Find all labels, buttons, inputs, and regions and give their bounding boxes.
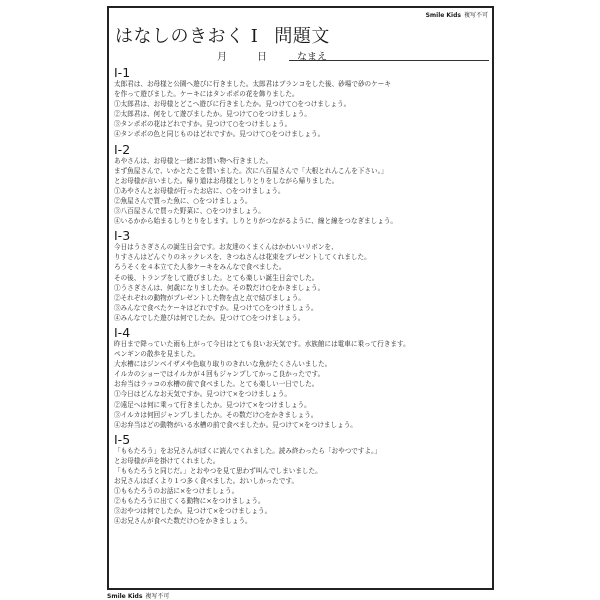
brand-note-bottom: 複写不可 bbox=[145, 593, 170, 600]
text-line: 今日はうさぎさんの誕生日会です。お友達のくまくんはかわいいリボンを、 bbox=[114, 243, 338, 252]
text-line: ④みんなでした遊びは何でしたか。見つけて○をつけましょう。 bbox=[114, 313, 305, 322]
text-line: ①太郎君は、お母様とどこへ遊びに行きましたか。見つけて○をつけましょう。 bbox=[114, 100, 351, 109]
text-line: ペンギンの散歩を見ました。 bbox=[114, 350, 200, 359]
text-line: ①ももたろうのお話に×をつけましょう。 bbox=[114, 487, 239, 496]
text-line: ①今日はどんなお天気ですか。見つけて×をつけましょう。 bbox=[114, 390, 291, 399]
text-line: ③みんなで食べたケーキはどれですか。見つけて○をつけましょう。 bbox=[114, 303, 318, 312]
text-line: ①あやさんとお母様が行ったお店に、○をつけましょう。 bbox=[114, 186, 285, 195]
text-line: 昨日まで降っていた雨も上がって今日はとても良いお天気です。水族館には電車に乗って行きます。 bbox=[114, 339, 410, 348]
section-number: I-3 bbox=[114, 228, 131, 244]
text-line: ③八百屋さんで買った野菜に、○をつけましょう。 bbox=[114, 207, 265, 216]
text-line: 「ももたろう」をお兄さんがぼくに読んでくれました。読み終わったら「おやつですよ。」 bbox=[114, 446, 381, 455]
day-label: 日 bbox=[257, 52, 267, 63]
brand-bottom bbox=[107, 591, 169, 600]
text-line: その後、トランプをして遊びました。とても楽しい誕生日会でした。 bbox=[114, 273, 319, 282]
text-line: ②それぞれの動物がプレゼントした物を点と点で結びましょう。 bbox=[114, 293, 305, 302]
text-line: ④いるかから始まるしりとりをします。しりとりがつながるように、線と線をつなぎましょう。 bbox=[114, 217, 398, 226]
page-title bbox=[115, 22, 330, 48]
text-line: ②太郎君は、何をして遊びましたか。見つけて○をつけましょう。 bbox=[114, 110, 311, 119]
section-number: I-1 bbox=[114, 65, 131, 80]
worksheet-page bbox=[107, 6, 494, 590]
question-section bbox=[114, 433, 489, 527]
text-line: 「ももたろうと同じだ。」とおやつを見て思わず叫んでしまいました。 bbox=[114, 467, 322, 475]
question-section bbox=[114, 143, 489, 227]
section-number: I-2 bbox=[114, 141, 131, 157]
text-line: ②ももたろうに出てくる動物に×をつけましょう。 bbox=[114, 497, 265, 506]
text-line: ③おやつは何でしたか。見つけて×をつけましょう。 bbox=[114, 507, 272, 516]
question-content bbox=[114, 66, 489, 530]
text-line: を作って遊びました。ケーキにはタンポポの花を飾りました。 bbox=[114, 90, 299, 99]
text-line: ④タンポポの色と同じものはどれですか。見つけて○をつけましょう。 bbox=[114, 130, 325, 139]
text-line: とお母様が言いました。帰り道はお母様としりとりをしながら帰りました。 bbox=[114, 176, 339, 185]
text-line: ②魚屋さんで買った魚に、○をつけましょう。 bbox=[114, 196, 252, 205]
question-section bbox=[114, 66, 489, 140]
text-line: ①うさぎさんは、何歳になりましたか。その数だけ○をかきましょう。 bbox=[114, 283, 325, 292]
question-section bbox=[114, 229, 489, 323]
title-main: はなしのきおく I bbox=[115, 26, 259, 47]
text-line: ③イルカは何回ジャンプしましたか。その数だけ○をかきましょう。 bbox=[114, 410, 318, 419]
text-line: ④お兄さんが食べた数だけ○をかきましょう。 bbox=[114, 517, 252, 526]
text-line: 太郎君は、お母様と公園へ遊びに行きました。太郎君はブランコをした後、砂場で砂のケーキ bbox=[114, 80, 391, 88]
section-number: I-5 bbox=[114, 431, 131, 447]
title-sub: 問題文 bbox=[274, 26, 330, 47]
text-line: お兄さんはぼくより１つ多く食べました。おいしかったです。 bbox=[114, 477, 299, 486]
brand-note: 複写不可 bbox=[463, 12, 488, 19]
text-line: とお母様が声を掛けてくれました。 bbox=[114, 456, 220, 465]
name-label: なまえ bbox=[297, 52, 327, 63]
section-number: I-4 bbox=[114, 324, 131, 340]
text-line: ②遠足へは何に乗って行きましたか。見つけて×をつけましょう。 bbox=[114, 400, 311, 409]
text-line: あやさんは、お母様と一緒にお買い物へ行きました。 bbox=[114, 156, 273, 165]
brand-top bbox=[426, 10, 488, 19]
text-line: りすさんはどんぐりのネックレスを、きつねさんは花束をプレゼントしてくれました。 bbox=[114, 253, 371, 262]
text-line: まず魚屋さんで、いかとたこを買いました。次に八百屋さんで「大根とれんこんを下さい。」 bbox=[114, 166, 388, 175]
text-line: ろうそくを４本立てた人参ケーキをみんなで食べました。 bbox=[114, 263, 286, 272]
text-line: お弁当はラッコの水槽の前で食べました。とても楽しい一日でした。 bbox=[114, 380, 319, 389]
text-line: ④お弁当はどの動物がいる水槽の前で食べましたか。見つけて×をつけましょう。 bbox=[114, 420, 357, 429]
brand-name-bottom: Smile Kids bbox=[107, 593, 143, 600]
brand-name: Smile Kids bbox=[425, 12, 461, 19]
name-underline bbox=[289, 60, 489, 61]
month-label: 月 bbox=[217, 52, 227, 63]
question-section bbox=[114, 326, 489, 430]
text-line: 大水槽にはジンベイザメや色取り取りのきれいな魚がたくさんいました。 bbox=[114, 360, 332, 369]
text-line: ③タンポポの花はどれですか。見つけて○をつけましょう。 bbox=[114, 120, 292, 129]
text-line: イルカのショーではイルカが４回もジャンプしてかっこ良かったです。 bbox=[114, 370, 325, 379]
